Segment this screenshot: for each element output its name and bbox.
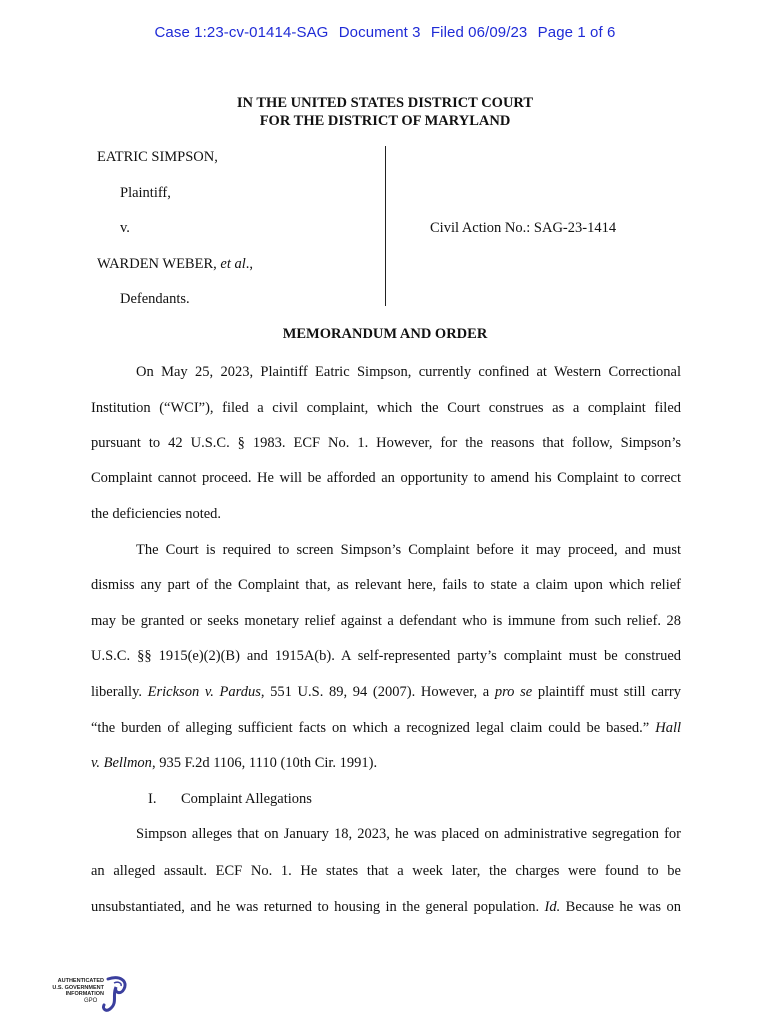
section-number: I. [148,791,157,807]
case-citation: Hall [655,720,681,736]
court-district: FOR THE DISTRICT OF MARYLAND [259,113,511,129]
paragraph-2-line: U.S.C. §§ 1915(e)(2)(B) and 1915A(b). A self-represented party’s complaint must be construed [91,648,681,664]
paragraph-3-line: an alleged assault. ECF No. 1. He states that a week later, the charges were found to be [91,863,681,879]
paragraph-2-line: v. Bellmon, 935 F.2d 1106, 1110 (10th Cir. 1991). [91,755,378,771]
paragraph-2-line: “the burden of alleging sufficient facts on which a recognized legal claim could be based.” Hall [91,720,681,736]
paragraph-2-line: The Court is required to screen Simpson’s Complaint before it may proceed, and must [136,542,681,558]
paragraph-1-line: the deficiencies noted. [91,506,222,522]
gpo-mark: GPO [84,998,98,1004]
paragraph-2-line: dismiss any part of the Complaint that, as relevant here, fails to state a claim upon which relief [91,577,681,593]
plaintiff-role: Plaintiff, [120,185,171,201]
defendant-name: WARDEN WEBER, et al., [97,256,254,272]
civil-action-number: Civil Action No.: SAG-23-1414 [430,220,617,236]
document-number: Document 3 [338,24,421,41]
paragraph-2-line: liberally. Erickson v. Pardus, 551 U.S. 89, 94 (2007). However, a pro se plaintiff must still carry [91,684,681,700]
court-name: IN THE UNITED STATES DISTRICT COURT [236,95,534,111]
gpo-authentication-text: AUTHENTICATED U.S. GOVERNMENT INFORMATION [52,978,104,997]
court-heading [0,94,770,130]
defendant-role: Defendants. [120,291,190,307]
paragraph-1-line: pursuant to 42 U.S.C. § 1983. ECF No. 1. However, for the reasons that follow, Simpson’s [91,435,681,451]
paragraph-1-line: Institution (“WCI”), filed a civil complaint, which the Court construes as a complaint filed [91,400,681,416]
paragraph-1-line: On May 25, 2023, Plaintiff Eatric Simpson, currently confined at Western Correctional [136,364,681,380]
caption-divider [385,146,386,306]
paragraph-1-line: Complaint cannot proceed. He will be afforded an opportunity to amend his Complaint to correct [91,470,681,486]
case-citation: Erickson v. Pardus [147,684,261,700]
case-header-stamp [0,24,770,41]
section-title: Complaint Allegations [181,791,312,807]
paragraph-3-line: Simpson alleges that on January 18, 2023, he was placed on administrative segregation for [136,826,681,842]
paragraph-2-line: may be granted or seeks monetary relief against a defendant who is immune from such relief. 28 [91,613,681,629]
paragraph-3-line: unsubstantiated, and he was returned to housing in the general population. Id. Because he was on [91,899,681,915]
plaintiff-name: EATRIC SIMPSON, [97,149,218,165]
filed-date: Filed 06/09/23 [430,24,528,41]
document-title: MEMORANDUM AND ORDER [282,326,488,342]
case-citation: v. Bellmon [91,755,152,771]
case-number: Case 1:23-cv-01414-SAG [154,24,329,41]
versus: v. [120,220,130,236]
page-number: Page 1 of 6 [537,24,616,41]
